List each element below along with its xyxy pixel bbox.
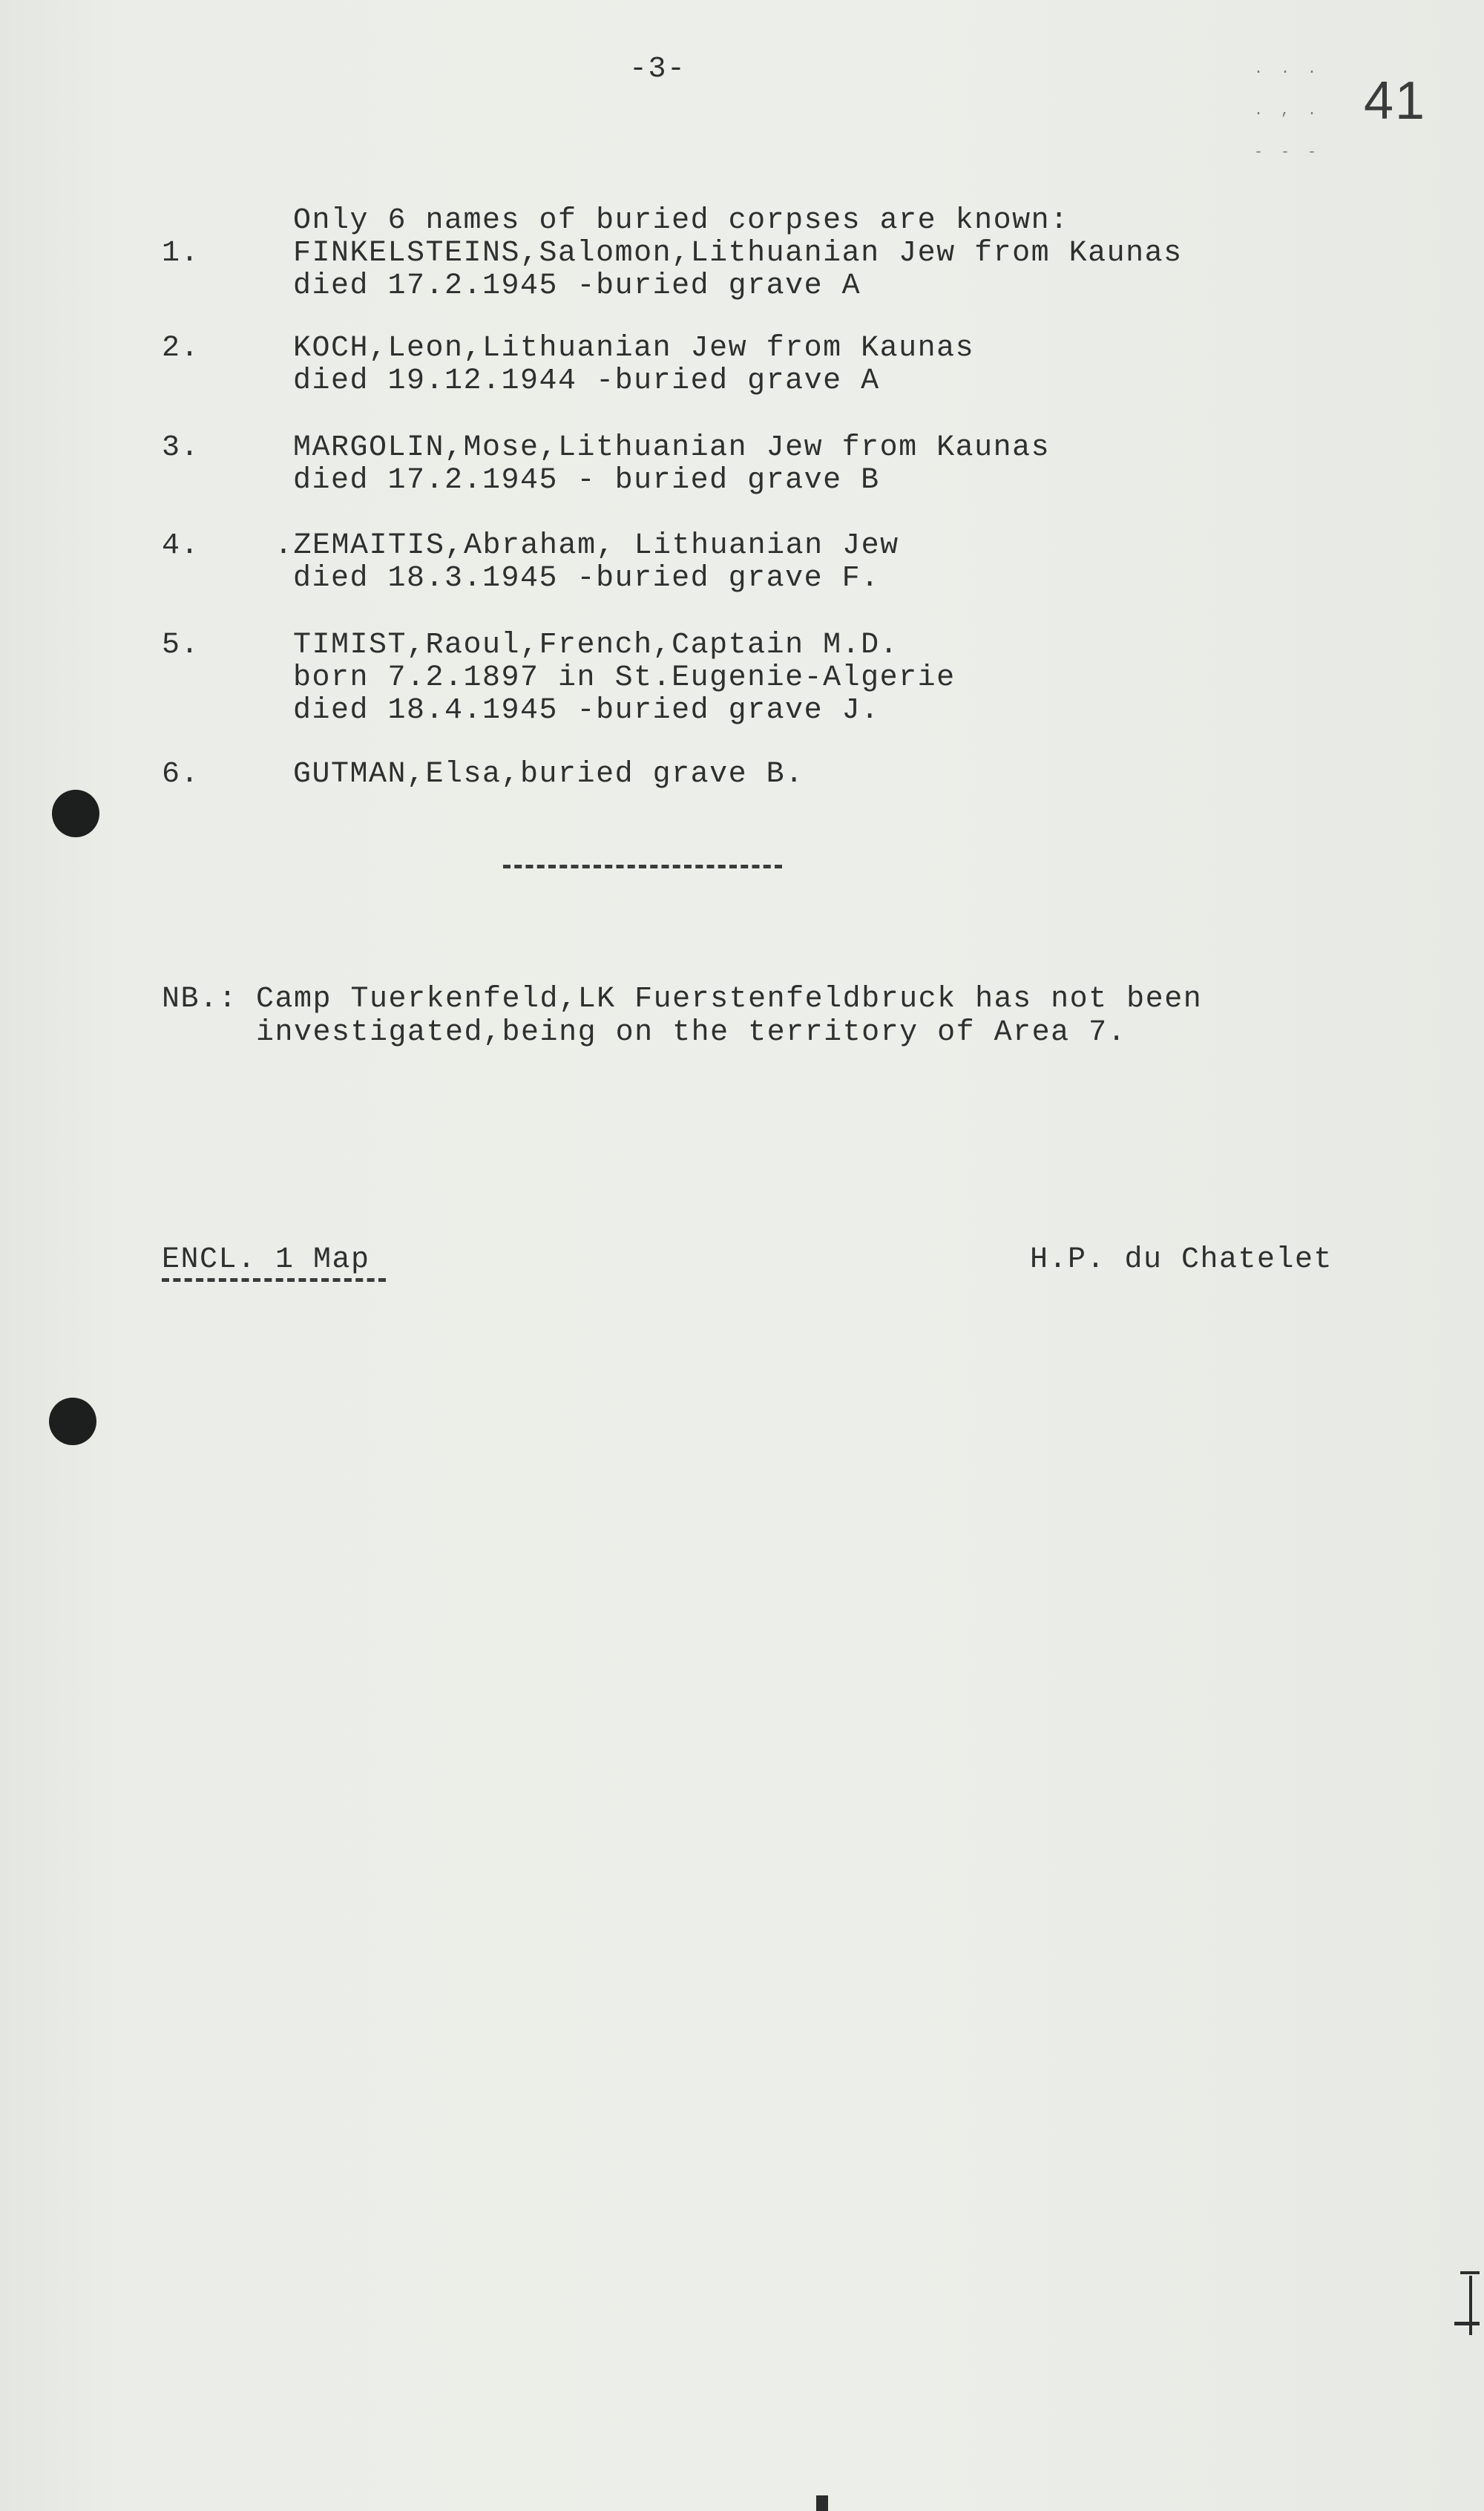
entry-line: FINKELSTEINS,Salomon,Lithuanian Jew from Kaunas xyxy=(293,237,1183,270)
entry-line: KOCH,Leon,Lithuanian Jew from Kaunas xyxy=(293,332,975,365)
enclosure-note: ENCL. 1 Map xyxy=(162,1243,370,1277)
entry-number: 3. xyxy=(162,431,200,465)
punch-hole-icon xyxy=(52,790,99,837)
entry-line: died 17.2.1945 - buried grave B xyxy=(293,464,880,497)
entry-line: died 18.4.1945 -buried grave J. xyxy=(293,694,880,727)
nb-label: NB.: xyxy=(162,983,238,1016)
archive-number: 41 xyxy=(1364,71,1427,131)
entry-line: died 17.2.1945 -buried grave A xyxy=(293,269,861,303)
section-divider xyxy=(503,865,782,868)
entry-line: died 18.3.1945 -buried grave F. xyxy=(293,562,880,595)
entry-line: MARGOLIN,Mose,Lithuanian Jew from Kaunas xyxy=(293,431,1051,465)
nb-text-line: Camp Tuerkenfeld,LK Fuerstenfeldbruck has not been xyxy=(256,983,1203,1016)
enclosure-underline xyxy=(162,1278,386,1282)
entry-number: 6. xyxy=(162,758,200,791)
entry-number: 2. xyxy=(162,332,200,365)
entry-line: TIMIST,Raoul,French,Captain M.D. xyxy=(293,629,899,662)
entry-line: GUTMAN,Elsa,buried grave B. xyxy=(293,758,804,791)
stamp-marks: . . . . , . - - - xyxy=(1254,61,1317,161)
edge-mark xyxy=(1469,2276,1472,2335)
edge-mark xyxy=(1454,2322,1480,2325)
entry-line: born 7.2.1897 in St.Eugenie-Algerie xyxy=(293,661,956,695)
entry-line: .ZEMAITIS,Abraham, Lithuanian Jew xyxy=(275,529,899,563)
entry-number: 1. xyxy=(162,237,200,270)
edge-mark xyxy=(816,2495,828,2511)
punch-hole-icon xyxy=(49,1398,96,1445)
entry-line: died 19.12.1944 -buried grave A xyxy=(293,364,880,398)
entry-number: 5. xyxy=(162,629,200,662)
page-number: -3- xyxy=(629,53,686,86)
edge-mark xyxy=(1460,2271,1480,2274)
nb-text-line: investigated,being on the territory of Area 7. xyxy=(256,1016,1127,1050)
signature: H.P. du Chatelet xyxy=(1030,1243,1333,1277)
intro-line: Only 6 names of buried corpses are known: xyxy=(293,204,1069,238)
entry-number: 4. xyxy=(162,529,200,563)
